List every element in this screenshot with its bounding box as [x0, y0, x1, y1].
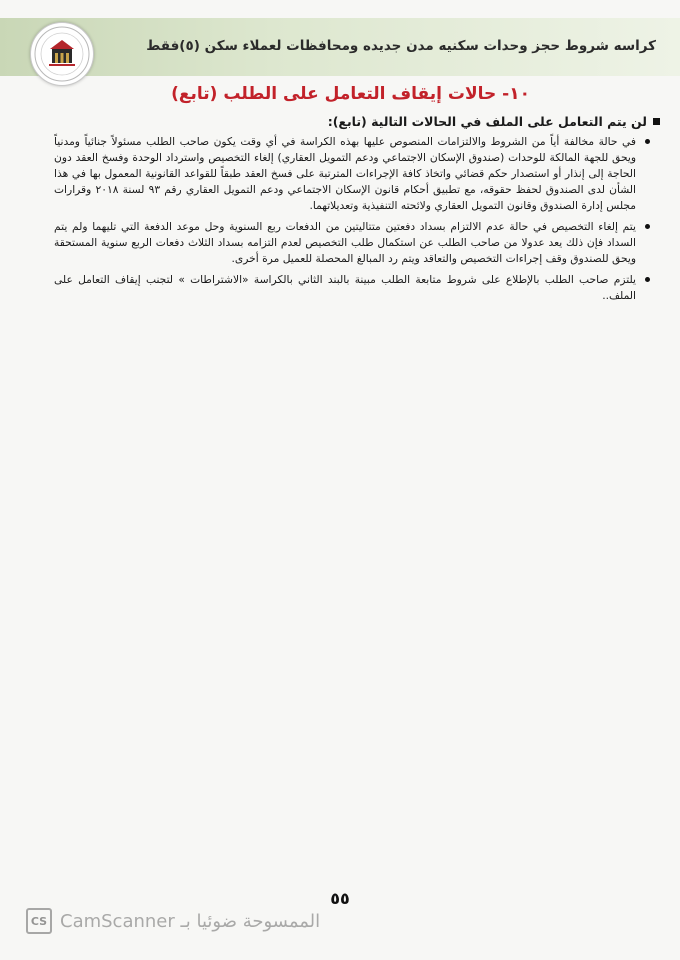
header-title: كراسه شروط حجز وحدات سكنيه مدن جديده ومحافظات لعملاء سكن (٥)فقط	[146, 38, 656, 54]
section-title: ١٠- حالات إيقاف التعامل على الطلب (تابع)	[171, 84, 530, 104]
list-item	[54, 219, 636, 267]
subheading	[328, 114, 660, 129]
bullet-icon	[645, 224, 650, 229]
page-number: ٥٥	[330, 889, 350, 908]
list-item	[54, 272, 636, 304]
bullet-icon	[645, 277, 650, 282]
camscanner-logo-icon: CS	[26, 908, 52, 934]
list-item-text: يلتزم صاحب الطلب بالإطلاع على شروط متابعة الطلب مبينة بالبند الثاني بالكراسة «الاشتراطات » لتجنب إيقاف التعامل على الملف..	[54, 273, 636, 302]
conditions-list	[54, 134, 636, 309]
subheading-text: لن يتم التعامل على الملف في الحالات التالية (تابع):	[327, 114, 647, 129]
square-bullet-icon	[653, 118, 660, 125]
page-header	[0, 18, 680, 76]
camscanner-watermark	[26, 908, 320, 934]
list-item-text: يتم إلغاء التخصيص في حالة عدم الالتزام بسداد دفعتين متتاليتين من الدفعات ربع السنوية وحل موعد الدفعة التي تليهما ولم يتم السداد فإن ذلك يعد عدولا من صاحب الطلب عن استكمال طلب التخصيص لعدم التزامه بسداد الثلاث دفعات الربع سنوية المستحقة ويحق للصندوق وقف إجراءات التخصيص والتعاقد ويتم رد المبالغ المحصلة للعميل مرة أخرى.	[54, 220, 636, 265]
watermark-text: CamScanner الممسوحة ضوئيا بـ	[60, 910, 321, 932]
list-item-text: في حالة مخالفة أياً من الشروط والالتزامات المنصوص عليها بهذه الكراسة في أي وقت يكون صاحب الطلب مسئولاً جنائياً ومدنياً ويحق للجهة المالكة للوحدات (صندوق الإسكان الاجتماعي ودعم التمويل العقاري) إلغاء التخصيص واسترداد الوحدة وفسخ العقد دون الحاجة إلى إنذار أو استصدار حكم قضائي واتخاذ كافة الإجراءات المترتبة على فسخ العقد طبقاً للقواعد القانونية المعمول بها في هذا الشأن لدى الصندوق لحفظ حقوقه، مع تطبيق أحكام قانون الإسكان الاجتماعي ودعم التمويل العقاري رقم ٩٣ لسنة ٢٠١٨ وقرارات مجلس إدارة الصندوق وقانون التمويل العقاري ولائحته التنفيذية وتعديلاتهما.	[54, 135, 636, 212]
list-item	[54, 134, 636, 214]
housing-fund-seal-icon	[30, 22, 94, 86]
bullet-icon	[645, 139, 650, 144]
